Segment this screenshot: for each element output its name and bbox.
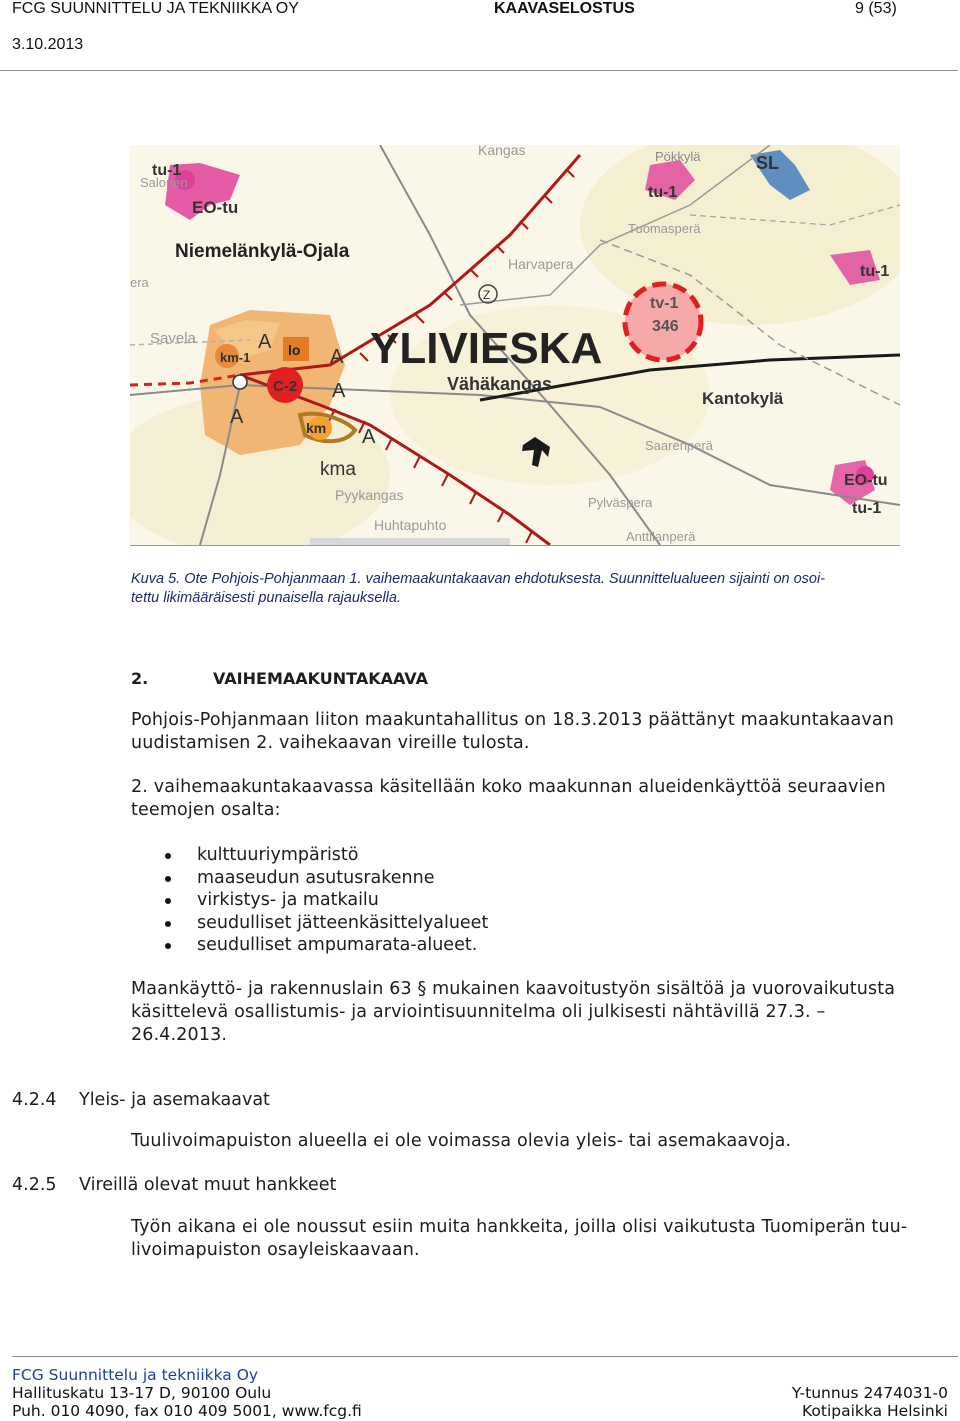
paragraph-3-line2: käsittelevä osallistumis- ja arviointisuunnitelma oli julkisesti nähtävillä 27.3. – [131,1002,826,1022]
label-a5: A [362,426,376,448]
label-kma: kma [320,459,356,480]
label-km1: km-1 [220,350,251,365]
list-item [131,867,488,890]
km1-node [233,375,247,389]
header-divider [0,70,958,71]
paragraph-3-line1: Maankäyttö- ja rakennuslain 63 § mukainen kaavoitustyön sisältöä ja vuorovaikutusta [131,979,896,999]
section-424-number: 4.2.4 [12,1090,57,1110]
label-tuomaspera: Tuomasperä [628,221,701,236]
bullet-icon [165,943,171,949]
label-salonen: Salonen [140,175,188,190]
label-huhtapuhto: Huhtapuhto [374,517,447,533]
theme-list [131,844,488,957]
label-vahakangas: Vähäkangas [447,374,553,394]
list-item [131,912,488,935]
label-anttilanpera: Anttilanperä [626,529,696,544]
label-a2: A [330,346,344,368]
paragraph-3-line3: 26.4.2013. [131,1025,228,1045]
list-item-text: virkistys- ja matkailu [197,890,379,910]
list-item [131,844,488,867]
label-savela: Savela [150,330,196,347]
header-company: FCG SUUNNITTELU JA TEKNIIKKA OY [12,0,299,17]
label-a3: A [332,380,346,402]
list-item-text: seudulliset ampumarata-alueet. [197,935,478,955]
section-425-number: 4.2.5 [12,1175,57,1195]
paragraph-2-line1: 2. vaihemaakuntakaavassa käsitellään koko maakunnan alueidenkäyttöä seuraavien [131,777,886,797]
paragraph-1-line1: Pohjois-Pohjanmaan liiton maakuntahallitus on 18.3.2013 päättänyt maakuntakaavan [131,710,895,730]
section-425-line2: livoimapuiston osayleiskaavaan. [131,1240,420,1260]
header-date: 3.10.2013 [12,36,84,53]
footer-domicile: Kotipaikka Helsinki [802,1402,948,1420]
label-a4: A [230,406,244,428]
footer-address: Hallituskatu 13-17 D, 90100 Oulu [12,1384,272,1402]
label-era: era [130,275,149,290]
paragraph-1-line2: uudistamisen 2. vaihekaavan vireille tulosta. [131,733,530,753]
label-km: km [306,420,327,436]
section-424-title: Yleis- ja asemakaavat [79,1090,270,1110]
label-ylivieska: YLIVIESKA [370,324,603,373]
label-tu1-north: tu-1 [648,184,678,201]
footer-contact: Puh. 010 4090, fax 010 409 5001, www.fcg.fi [12,1402,362,1420]
regional-plan-map [130,145,900,545]
list-item [131,934,488,957]
label-pyykangas: Pyykangas [335,487,404,503]
label-346: 346 [652,318,679,335]
label-saarenpera: Saarenperä [645,438,713,453]
list-item-text: maaseudun asutusrakenne [197,867,435,888]
label-pylvaspera: Pylväspera [588,495,653,510]
section-number: 2. [131,669,149,688]
bullet-icon [165,898,171,904]
label-sl: SL [756,153,780,173]
bullet-icon [165,853,171,859]
footer-company: FCG Suunnittelu ja tekniikka Oy [12,1366,259,1384]
label-tu1-east: tu-1 [860,263,890,280]
figure-caption-line2: tettu likimääräisesti punaisella rajauksella. [131,590,401,606]
footer-divider [12,1356,958,1357]
list-item-text: seudulliset jätteenkäsittelyalueet [197,912,489,933]
label-lo: lo [288,342,301,358]
footer-business-id: Y-tunnus 2474031-0 [791,1384,948,1402]
section-425-line1: Työn aikana ei ole noussut esiin muita hankkeita, joilla olisi vaikutusta Tuomiperän tuu- [131,1217,908,1237]
header-page-number: 9 (53) [855,0,897,17]
map-bottom-rule [130,545,900,546]
map-scalebar [310,538,510,545]
label-eo-tu-east: EO-tu [844,472,888,489]
label-c2: C-2 [273,378,298,395]
paragraph-2-line2: teemojen osalta: [131,800,281,820]
label-eo-tu-west: EO-tu [192,198,239,217]
section-424-text: Tuulivoimapuiston alueella ei ole voimassa olevia yleis- tai asemakaavoja. [131,1131,792,1151]
label-harvapera: Harvapera [508,256,574,272]
list-item [131,889,488,912]
label-z: Z [483,288,491,302]
label-tv1: tv-1 [650,295,679,312]
header-doc-type: KAAVASELOSTUS [494,0,635,17]
label-kantokyla: Kantokylä [702,389,784,408]
bullet-icon [165,921,171,927]
label-a1: A [258,331,272,353]
list-item-text: kulttuuriympäristö [197,845,359,865]
section-title: VAIHEMAAKUNTAKAAVA [213,669,428,688]
label-kangas: Kangas [478,145,526,158]
label-tu1-south: tu-1 [852,500,882,517]
label-pokkyla: Pökkylä [655,149,701,164]
figure-caption-line1: Kuva 5. Ote Pohjois-Pohjanmaan 1. vaihemaakuntakaavan ehdotuksesta. Suunnittelualueen sijainti on osoi- [131,571,826,587]
bullet-icon [165,876,171,882]
label-niemelankyla: Niemelänkylä-Ojala [175,241,350,262]
section-425-title: Vireillä olevat muut hankkeet [79,1175,337,1195]
label-tu1-west: tu-1 [152,162,182,179]
